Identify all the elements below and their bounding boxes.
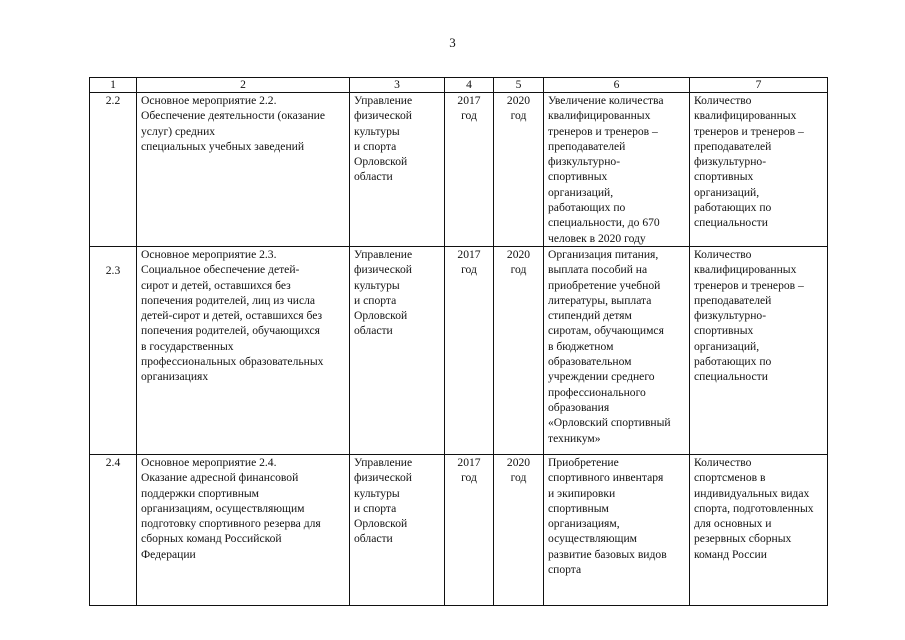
result-line: литературы, выплата [548, 293, 652, 307]
indicator-line: тренеров и тренеров – [694, 124, 804, 138]
indicator-line: работающих по [694, 355, 772, 369]
result-line: квалифицированных [548, 109, 651, 123]
indicator-cell [690, 93, 828, 247]
indicator-line: для основных и [694, 517, 772, 531]
result-line: учреждении среднего [548, 370, 655, 384]
result-line: сиротам, обучающимся [548, 324, 664, 338]
indicator-line: Количество [694, 247, 752, 261]
indicator-line: работающих по [694, 201, 772, 215]
indicator-line: спорта, подготовленных [694, 501, 814, 515]
indicator-line: специальности [694, 370, 768, 384]
start-year-cell [445, 246, 494, 454]
col-header-2: 2 [137, 78, 350, 93]
executor-cell [350, 246, 445, 454]
event-line: подготовку спортивного резерва для [141, 517, 321, 531]
executor-line: культуры [354, 124, 400, 138]
result-line: в бюджетном [548, 339, 614, 353]
indicator-line: тренеров и тренеров – [694, 278, 804, 292]
indicator-line: специальности [694, 216, 768, 230]
result-line: техникум» [548, 431, 601, 445]
result-line: приобретение учебной [548, 278, 661, 292]
result-cell [544, 454, 690, 605]
result-line: спортивных [548, 170, 608, 184]
executor-line: Орловской [354, 309, 408, 323]
end-year-unit: год [510, 471, 527, 485]
row-number-cell: 2.4 [90, 454, 137, 605]
result-line: преподавателей [548, 139, 626, 153]
event-line: попечения родителей, обучающихся [141, 324, 320, 338]
table-row [90, 93, 828, 247]
result-line: Увеличение количества [548, 94, 664, 107]
row-number-cell: 2.2 [90, 93, 137, 247]
event-line: специальных учебных заведений [141, 139, 305, 153]
result-line: осуществляющим [548, 532, 638, 546]
executor-line: и спорта [354, 293, 397, 307]
indicator-line: организаций, [694, 339, 760, 353]
result-line: тренеров и тренеров – [548, 124, 658, 138]
indicator-line: индивидуальных видах [694, 486, 810, 500]
result-line: «Орловский спортивный [548, 416, 671, 430]
event-cell [137, 246, 350, 454]
event-line: сирот и детей, оставшихся без [141, 278, 291, 292]
start-year: 2017 [457, 94, 481, 107]
executor-line: культуры [354, 486, 400, 500]
result-cell [544, 246, 690, 454]
start-year-unit: год [461, 471, 477, 485]
result-line: организаций, [548, 185, 614, 199]
result-line: специальности, до 670 [548, 216, 660, 230]
event-line: поддержки спортивным [141, 486, 260, 500]
event-line: Основное мероприятие 2.2. [141, 94, 277, 107]
result-line: профессионального [548, 385, 646, 399]
event-cell [137, 454, 350, 605]
event-line: Обеспечение деятельности (оказание [141, 109, 325, 123]
event-cell [137, 93, 350, 247]
result-line: спорта [548, 563, 582, 577]
result-line: образования [548, 400, 610, 414]
result-line: работающих по [548, 201, 626, 215]
result-line: и экипировки [548, 486, 616, 500]
end-year-cell [494, 454, 544, 605]
end-year-cell [494, 246, 544, 454]
event-line: Социальное обеспечение детей- [141, 263, 300, 277]
result-cell [544, 93, 690, 247]
executor-line: области [354, 324, 393, 338]
indicator-line: спортивных [694, 324, 754, 338]
executor-line: Орловской [354, 155, 408, 169]
table-row [90, 246, 828, 454]
executor-cell [350, 454, 445, 605]
table-row [90, 454, 828, 605]
start-year-unit: год [461, 263, 477, 277]
indicator-line: спортсменов в [694, 471, 766, 485]
indicator-line: квалифицированных [694, 263, 797, 277]
indicator-line: команд России [694, 547, 767, 561]
executor-line: и спорта [354, 139, 397, 153]
result-line: образовательном [548, 355, 632, 369]
end-year-cell [494, 93, 544, 247]
event-line: организациях [141, 370, 209, 384]
event-line: услуг) средних [141, 124, 216, 138]
executor-line: физической [354, 109, 412, 123]
indicator-line: организаций, [694, 185, 760, 199]
indicator-line: квалифицированных [694, 109, 797, 123]
row-number-cell: 2.3 [90, 246, 137, 454]
executor-line: Управление [354, 455, 413, 469]
result-line: спортивного инвентаря [548, 471, 664, 485]
event-line: Основное мероприятие 2.4. [141, 455, 277, 469]
indicator-line: преподавателей [694, 293, 772, 307]
result-line: физкультурно- [548, 155, 621, 169]
page-number: 3 [449, 35, 456, 50]
executor-line: физической [354, 263, 412, 277]
indicator-line: физкультурно- [694, 155, 767, 169]
col-header-1: 1 [90, 78, 137, 93]
event-line: Федерации [141, 547, 196, 561]
executor-line: области [354, 532, 393, 546]
event-line: в государственных [141, 339, 234, 353]
result-line: развитие базовых видов [548, 547, 667, 561]
result-line: организациям, [548, 517, 620, 531]
start-year-cell [445, 454, 494, 605]
executor-line: Орловской [354, 517, 408, 531]
col-header-4: 4 [445, 78, 494, 93]
end-year-unit: год [510, 263, 527, 277]
executor-cell [350, 93, 445, 247]
event-line: Оказание адресной финансовой [141, 471, 299, 485]
start-year: 2017 [457, 247, 481, 261]
end-year: 2020 [506, 455, 531, 469]
event-line: организациям, осуществляющим [141, 501, 305, 515]
event-line: Основное мероприятие 2.3. [141, 247, 277, 261]
executor-line: Управление [354, 94, 413, 107]
indicator-line: Количество [694, 455, 752, 469]
executor-line: области [354, 170, 393, 184]
indicator-line: физкультурно- [694, 309, 767, 323]
event-line: профессиональных образовательных [141, 355, 324, 369]
indicator-line: Количество [694, 94, 752, 107]
end-year-unit: год [510, 109, 527, 123]
executor-line: Управление [354, 247, 413, 261]
end-year: 2020 [506, 247, 531, 261]
col-header-3: 3 [350, 78, 445, 93]
event-line: попечения родителей, лиц из числа [141, 293, 316, 307]
header-row [90, 78, 828, 93]
indicator-line: спортивных [694, 170, 754, 184]
event-line: сборных команд Российской [141, 532, 282, 546]
executor-line: и спорта [354, 501, 397, 515]
col-header-7: 7 [690, 78, 828, 93]
result-line: стипендий детям [548, 309, 632, 323]
result-line: человек в 2020 году [548, 231, 646, 245]
event-line: детей-сирот и детей, оставшихся без [141, 309, 323, 323]
indicator-line: преподавателей [694, 139, 772, 153]
result-line: Организация питания, [548, 247, 659, 261]
executor-line: физической [354, 471, 412, 485]
start-year: 2017 [457, 455, 481, 469]
result-line: спортивным [548, 501, 609, 515]
start-year-cell [445, 93, 494, 247]
indicator-line: резервных сборных [694, 532, 792, 546]
measures-table [89, 77, 828, 606]
result-line: выплата пособий на [548, 263, 648, 277]
end-year: 2020 [506, 94, 531, 107]
result-line: Приобретение [548, 455, 619, 469]
col-header-5: 5 [494, 78, 544, 93]
indicator-cell [690, 454, 828, 605]
col-header-6: 6 [544, 78, 690, 93]
start-year-unit: год [461, 109, 477, 123]
executor-line: культуры [354, 278, 400, 292]
indicator-cell [690, 246, 828, 454]
